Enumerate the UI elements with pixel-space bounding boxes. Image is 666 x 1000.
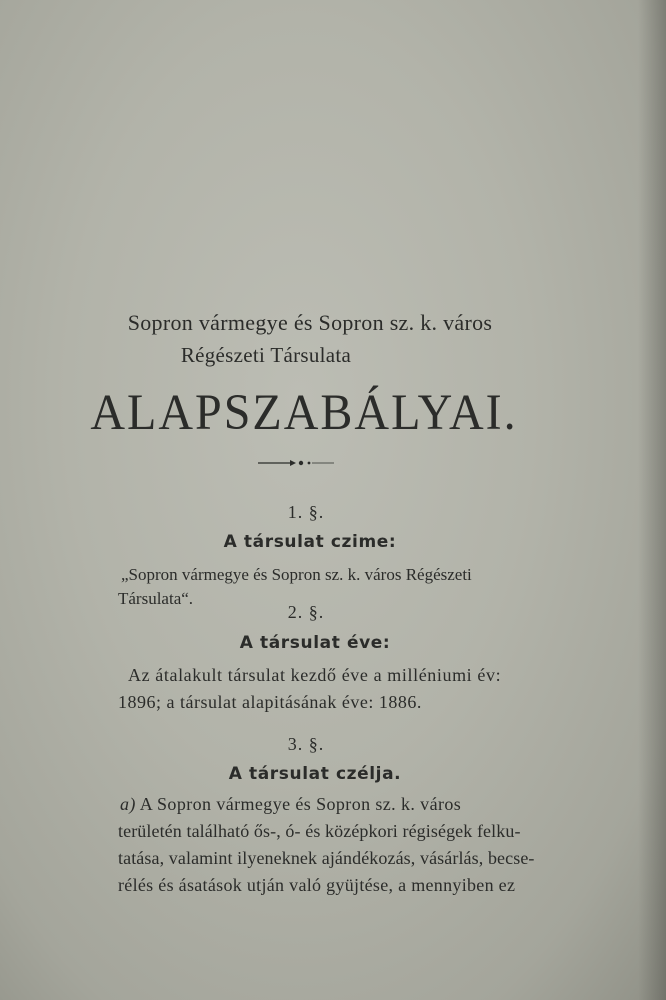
section-3-heading: A társulat czélja. <box>228 764 402 784</box>
section-3-line-4: rélés és ásatások utján való gyüjtése, a mennyiben ez <box>118 875 516 895</box>
section-2-body <box>118 662 538 716</box>
section-3-body <box>118 791 534 899</box>
ornament-divider-icon <box>256 456 336 470</box>
section-3-para-marker: a) <box>120 794 136 814</box>
section-1-number: 1. §. <box>287 502 325 522</box>
header-line-2: Régészeti Társulata <box>180 343 352 367</box>
section-1-line-1: „Sopron vármegye és Sopron sz. k. város Régészeti <box>121 565 472 584</box>
section-3-line-2: területén található ős-, ó- és középkori régiségek felku- <box>118 821 521 841</box>
section-3-number: 3. §. <box>287 734 325 754</box>
section-2-heading: A társulat éve: <box>239 633 391 653</box>
section-3-line-3: tatása, valamint ilyeneknek ajándékozás, vásárlás, becse- <box>118 848 535 868</box>
section-2-line-1: Az átalakult társulat kezdő éve a milléniumi év: <box>128 665 502 685</box>
document-title: ALAPSZABÁLYAI. <box>90 384 518 441</box>
page-edge-shadow <box>638 0 666 1000</box>
section-3-line-1 <box>118 791 534 818</box>
section-2-number: 2. §. <box>287 602 325 622</box>
section-3-line-1-text: A Sopron vármegye és Sopron sz. k. város <box>139 794 462 814</box>
section-1-heading: A társulat czime: <box>223 532 397 552</box>
section-2-line-2: 1896; a társulat alapitásának éve: 1886. <box>118 692 422 712</box>
section-1-line-2: Társulata“. <box>118 589 194 608</box>
header-line-1: Sopron vármegye és Sopron sz. k. város <box>127 310 493 335</box>
